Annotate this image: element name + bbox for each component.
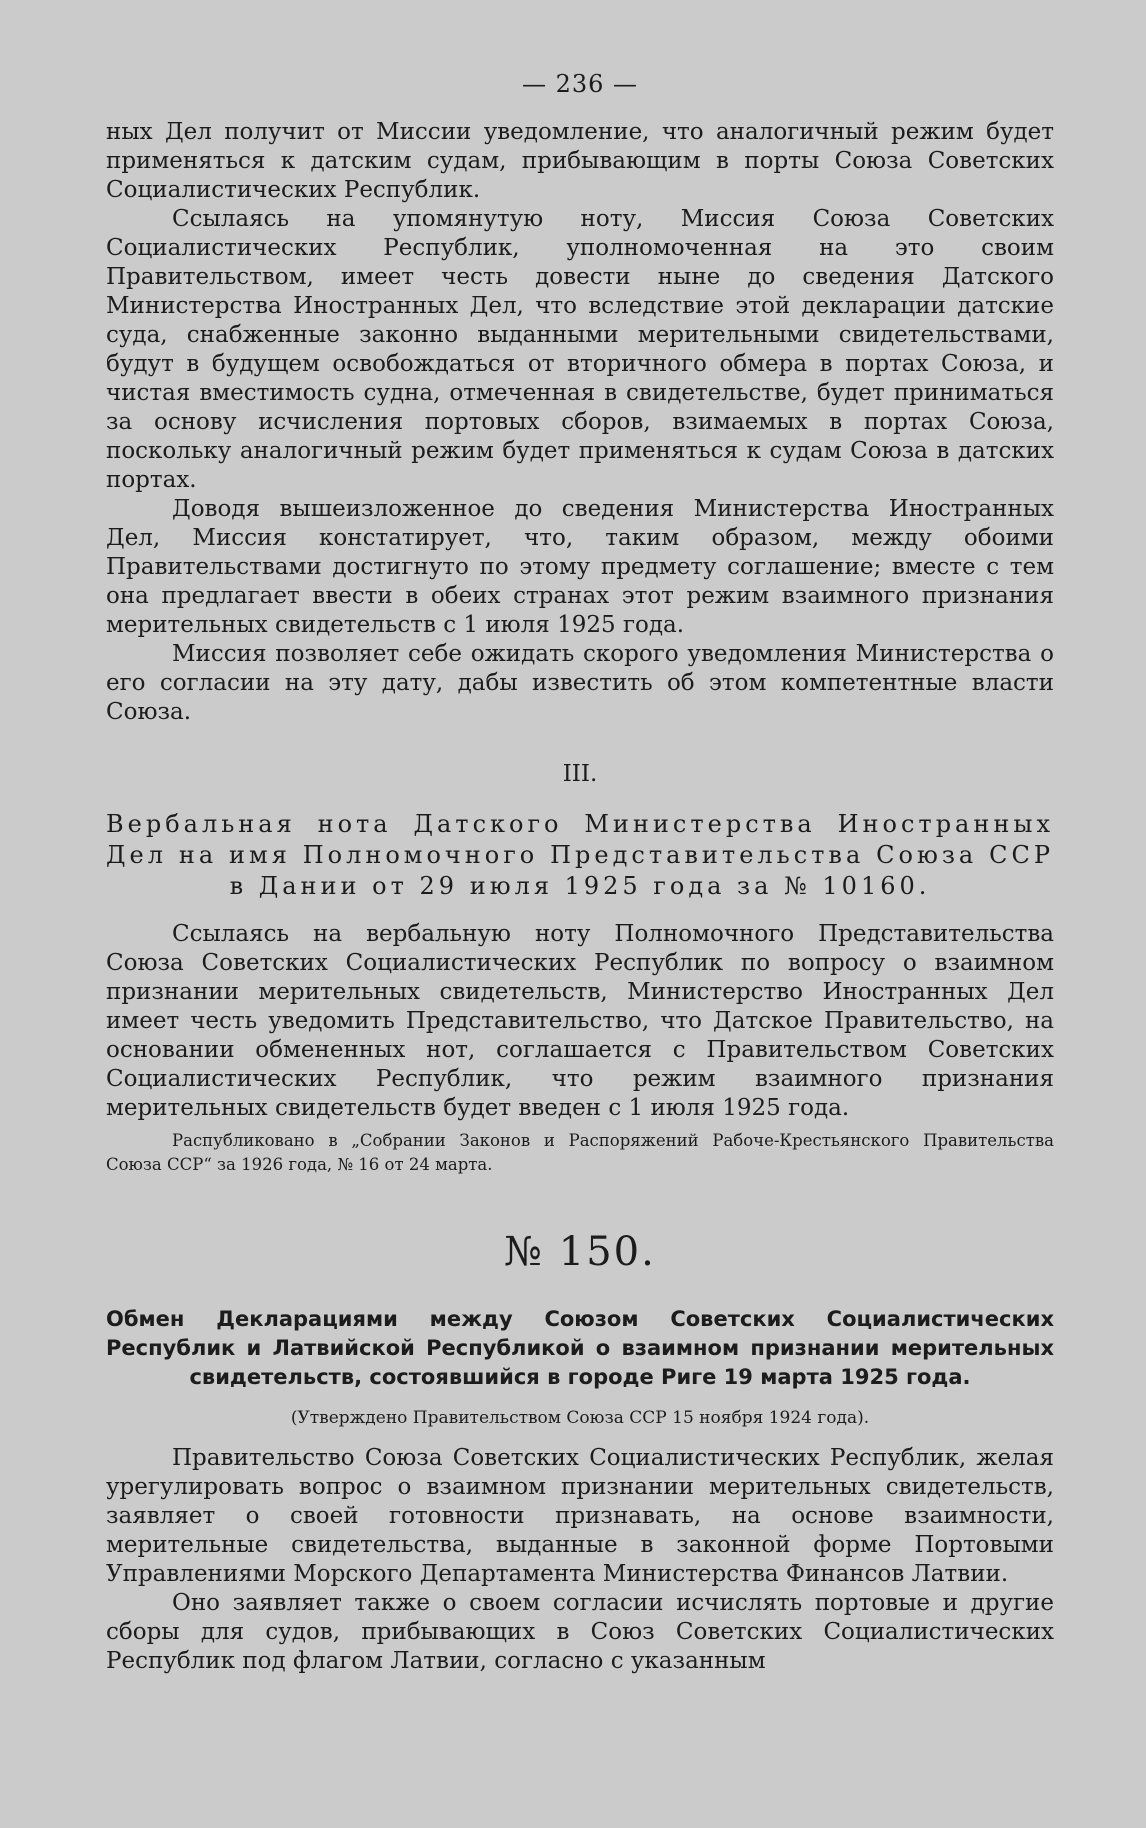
section-roman-numeral: III. (562, 761, 598, 787)
paragraph-continuation: ных Дел получит от Миссии уведомление, что аналогичный режим будет применяться к датским судам, прибывающим в порты Союза Советских Социалистических Республик. (106, 119, 1054, 203)
paragraph: Ссылаясь на вербальную ноту Полномочного Представительства Союза Советских Социалистических Республик по вопросу о взаимном признании мерительных свидетельств, Министерство Иностранных Дел имеет честь уведомить Представительство, что Датское Правительство, на основании обмененных нот, соглашается с Правительством Советских Социалистических Республик, что режим взаимного признания мерительных свидетельств будет введен с 1 июля 1925 года. (106, 921, 1054, 1121)
paragraph: Миссия позволяет себе ожидать скорого уведомления Министерства о его согласии на эту дату, дабы известить об этом компетентные власти Союза. (106, 641, 1054, 725)
document-number: № 150. (504, 1229, 656, 1275)
section-heading: Вербальная нота Датского Министерства Иностранных Дел на имя Полномочного Представительства Союза ССР в Дании от 29 июля 1925 года за № 10160. (106, 810, 1054, 900)
paragraph: Ссылаясь на упомянутую ноту, Миссия Союза Советских Социалистических Республик, уполномоченная на это своим Правительством, имеет честь довести ныне до сведения Датского Министерства Иностранных Дел, что вследствие этой декларации датские суда, снабженные законно выданными мерительными свидетельствами, будут в будущем освобождаться от вторичного обмера в портах Союза, и чистая вместимость судна, отмеченная в свидетельстве, будет приниматься за основу исчисления портовых сборов, взимаемых в портах Союза, поскольку аналогичный режим будет применяться к судам Союза в датских портах. (106, 206, 1054, 493)
paragraph: Доводя вышеизложенное до сведения Министерства Иностранных Дел, Миссия констатирует, что, таким образом, между обоими Правительствами достигнуто по этому предмету соглашение; вместе с тем она предлагает ввести в обеих странах этот режим взаимного признания мерительных свидетельств с 1 июля 1925 года. (106, 496, 1054, 638)
paragraph: Правительство Союза Советских Социалистических Республик, желая урегулировать вопрос о взаимном признании мерительных свидетельств, заявляет о своей готовности признавать, на основе взаимности, мерительные свидетельства, выданные в законной форме Портовыми Управлениями Морского Департамента Министерства Финансов Латвии. (106, 1445, 1054, 1587)
approval-note: (Утверждено Правительством Союза ССР 15 ноября 1924 года). (290, 1408, 870, 1428)
publication-note: Распубликовано в „Собрании Законов и Распоряжений Рабоче-Крестьянского Правительства Союза ССР“ за 1926 года, № 16 от 24 марта. (106, 1131, 1054, 1174)
document-heading: Обмен Декларациями между Союзом Советских Социалистических Республик и Латвийской Республикой о взаимном признании мерительных свидетельств, состоявшийся в городе Риге 19 марта 1925 года. (106, 1307, 1054, 1389)
paragraph: Оно заявляет также о своем согласии исчислять портовые и другие сборы для судов, прибывающих в Союз Советских Социалистических Республик под флагом Латвии, согласно с указанным (106, 1590, 1054, 1674)
page-number: — 236 — (521, 70, 639, 98)
